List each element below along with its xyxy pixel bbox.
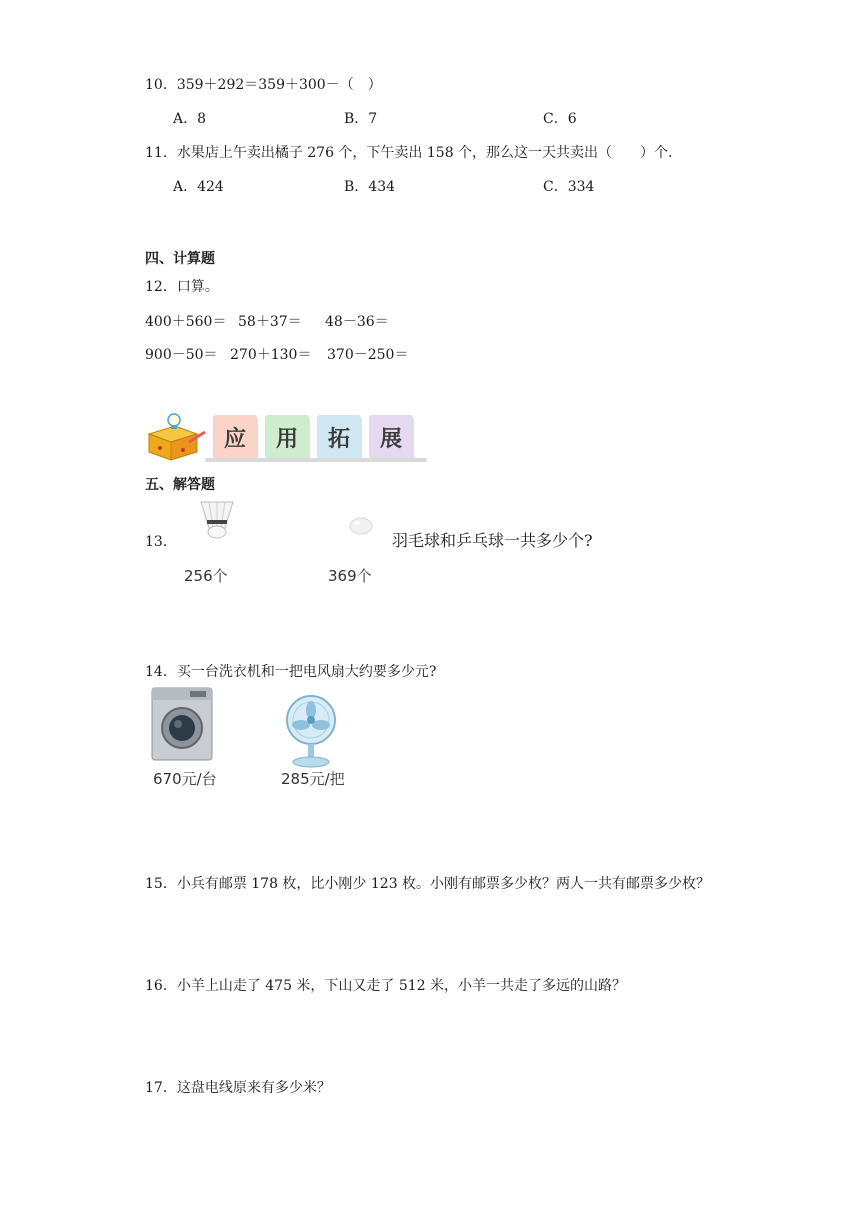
washing-machine-icon <box>150 686 214 762</box>
question-11-option-c[interactable]: C．334 <box>543 179 595 195</box>
banner-char-zhan: 展 <box>369 415 413 459</box>
application-expansion-banner <box>145 412 430 464</box>
badminton-count-label: 256个 <box>184 567 228 585</box>
fan-price-label: 285元/把 <box>281 770 345 788</box>
pingpong-count-label: 369个 <box>328 567 372 585</box>
question-10-stem: 10．359＋292＝359＋300－（ ） <box>145 77 382 93</box>
question-11-stem: 11．水果店上午卖出橘子 276 个，下午卖出 158 个，那么这一天共卖出（ ）个. <box>145 145 673 161</box>
question-13-number: 13． <box>145 534 177 550</box>
section-4-title: 四、计算题 <box>145 251 215 267</box>
calc-row1-item1: 400＋560＝ <box>145 314 227 330</box>
washer-price-label: 670元/台 <box>153 770 217 788</box>
calc-row2-item3: 370－250＝ <box>327 347 409 363</box>
banner-char-tuo: 拓 <box>317 415 361 459</box>
section-5-title: 五、解答题 <box>145 477 215 493</box>
question-15-text: 15．小兵有邮票 178 枚，比小刚少 123 枚。小刚有邮票多少枚？两人一共有邮票多少枚？ <box>145 876 711 892</box>
question-10-option-a[interactable]: A．8 <box>173 111 207 127</box>
banner-underline <box>205 458 427 462</box>
toolbox-lightbulb-icon <box>145 412 209 462</box>
question-16-text: 16．小羊上山走了 475 米，下山又走了 512 米，小羊一共走了多远的山路？ <box>145 978 627 994</box>
shuttlecock-icon <box>195 498 239 540</box>
banner-char-yong: 用 <box>265 415 309 459</box>
question-10-option-c[interactable]: C．6 <box>543 111 577 127</box>
banner-char-ying: 应 <box>213 415 257 459</box>
question-12-stem: 12．口算。 <box>145 279 219 295</box>
calc-row2-item2: 270＋130＝ <box>230 347 312 363</box>
question-10-option-b[interactable]: B．7 <box>344 111 378 127</box>
question-11-option-b[interactable]: B．434 <box>344 179 396 195</box>
calc-row2-item1: 900－50＝ <box>145 347 218 363</box>
question-13-text: 羽毛球和乒乓球一共多少个? <box>392 531 593 550</box>
calc-row1-item2: 58＋37＝ <box>238 314 302 330</box>
question-14-stem: 14．买一台洗衣机和一把电风扇大约要多少元? <box>145 664 437 680</box>
question-17-text: 17．这盘电线原来有多少米？ <box>145 1080 331 1096</box>
electric-fan-icon <box>283 694 339 768</box>
question-11-option-a[interactable]: A．424 <box>173 179 224 195</box>
calc-row1-item3: 48－36＝ <box>325 314 389 330</box>
ping-pong-ball-icon <box>348 516 374 536</box>
